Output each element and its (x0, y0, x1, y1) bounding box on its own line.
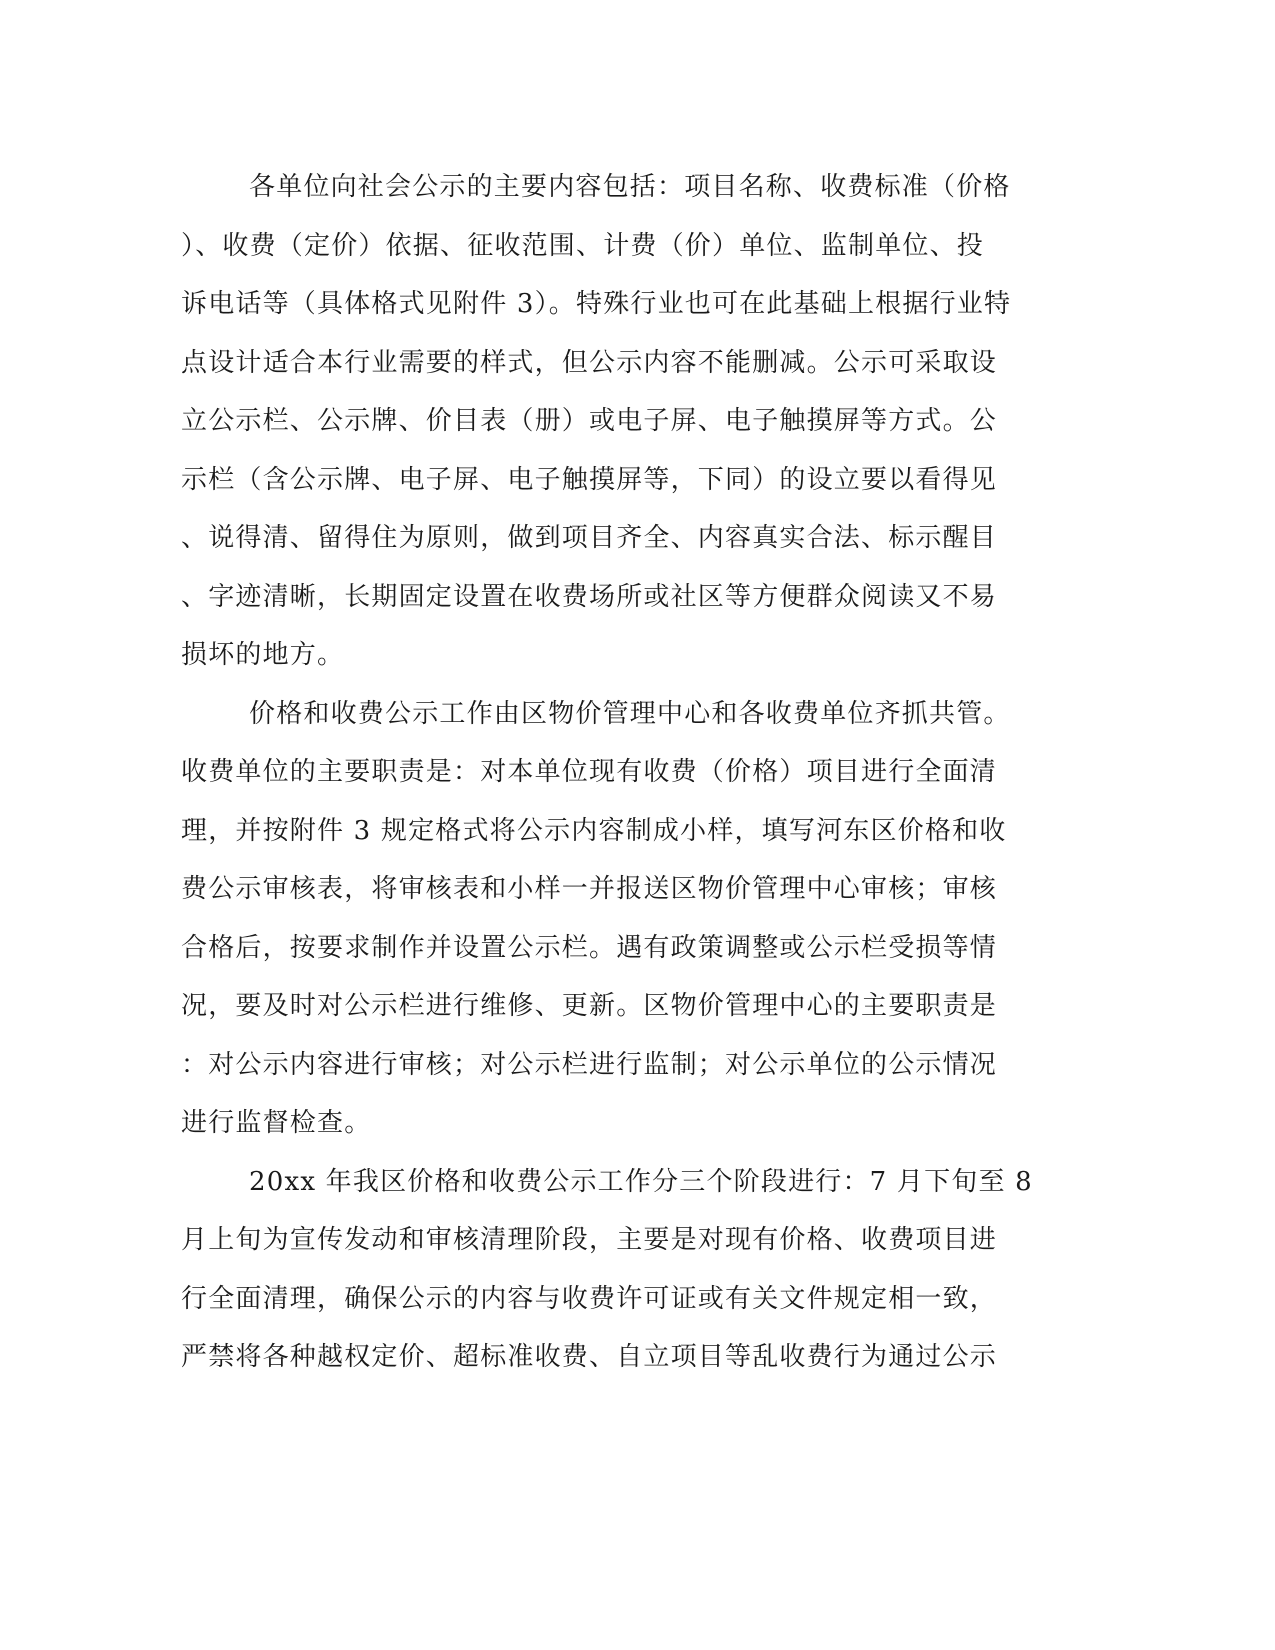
text-line: ）、收费（定价）依据、征收范围、计费（价）单位、监制单位、投 (181, 230, 985, 261)
text-line: 月上旬为宣传发动和审核清理阶段，主要是对现有价格、收费项目进 (181, 1225, 998, 1255)
text-line: 示栏（含公示牌、电子屏、电子触摸屏等，下同）的设立要以看得见 (181, 464, 998, 495)
text-line: ：对公示内容进行审核；对公示栏进行监制；对公示单位的公示情况 (181, 1049, 998, 1080)
text-line: 合格后，按要求制作并设置公示栏。遇有政策调整或公示栏受损等情 (181, 932, 998, 963)
document-body (181, 158, 1031, 1387)
text-line: 价格和收费公示工作由区物价管理中心和各收费单位齐抓共管。 (249, 698, 1011, 729)
paragraph-public-content (181, 158, 1031, 685)
text-line: 各单位向社会公示的主要内容包括：项目名称、收费标准（价格 (249, 172, 1011, 202)
text-line: 损坏的地方。 (181, 640, 345, 670)
text-line: 进行监督检查。 (181, 1108, 372, 1138)
text-line: 诉电话等（具体格式见附件 3）。特殊行业也可在此基础上根据行业特 (181, 289, 1012, 319)
text-line: 行全面清理，确保公示的内容与收费许可证或有关文件规定相一致， (181, 1283, 998, 1314)
paragraph-responsibilities (181, 685, 1031, 1153)
text-line: 20xx 年我区价格和收费公示工作分三个阶段进行：7 月下旬至 8 (249, 1166, 1033, 1197)
text-line: 收费单位的主要职责是：对本单位现有收费（价格）项目进行全面清 (181, 757, 998, 787)
text-line: 理，并按附件 3 规定格式将公示内容制成小样，填写河东区价格和收 (181, 815, 1007, 846)
text-line: 立公示栏、公示牌、价目表（册）或电子屏、电子触摸屏等方式。公 (181, 406, 998, 436)
text-line: 、字迹清晰，长期固定设置在收费场所或社区等方便群众阅读又不易 (181, 581, 998, 612)
text-line: 严禁将各种越权定价、超标准收费、自立项目等乱收费行为通过公示 (181, 1342, 998, 1372)
text-line: 、说得清、留得住为原则，做到项目齐全、内容真实合法、标示醒目 (181, 523, 998, 553)
text-line: 费公示审核表，将审核表和小样一并报送区物价管理中心审核；审核 (181, 874, 998, 904)
text-line: 点设计适合本行业需要的样式，但公示内容不能删减。公示可采取设 (181, 347, 998, 378)
paragraph-schedule (181, 1153, 1031, 1387)
text-line: 况，要及时对公示栏进行维修、更新。区物价管理中心的主要职责是 (181, 991, 998, 1021)
